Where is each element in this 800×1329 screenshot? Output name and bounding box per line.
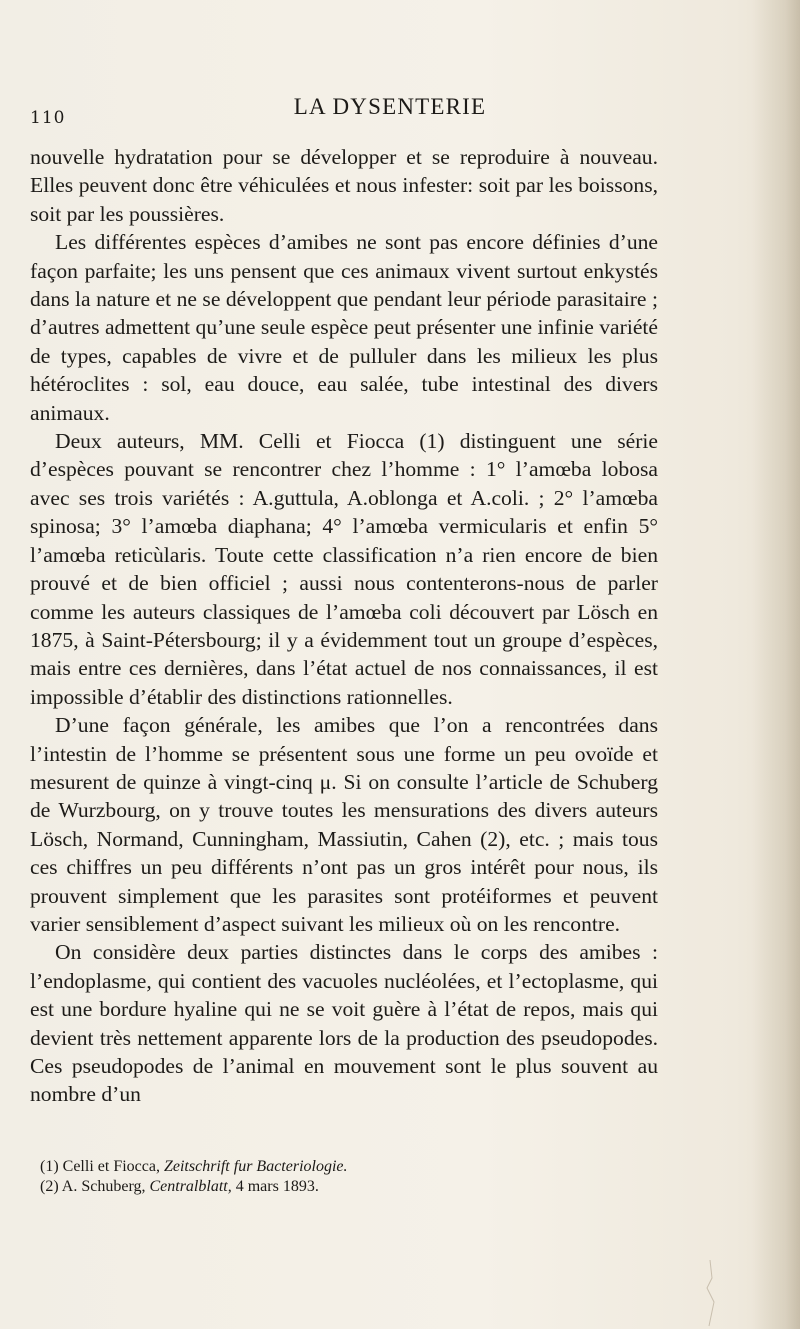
footnote	[40, 1177, 660, 1197]
footnote	[40, 1157, 660, 1177]
running-title: LA DYSENTERIE	[293, 94, 487, 119]
paragraph: On considère deux parties distinctes dans le corps des amibes : l’endoplasme, qui contient des vacuoles nucléolées, et l’ectoplasme, qui est une bordure hyaline qui ne se voit guère à l’état de repos, mais qui devient très nettement apparente lors de la production des pseudopodes. Ces pseudopodes de l’animal en mouvement sont le plus souvent au nombre d’un	[30, 940, 658, 1107]
paper-smudge-mark	[690, 1258, 730, 1328]
footnote-authors: A. Schuberg,	[61, 1178, 146, 1195]
footnote-journal: Centralblatt,	[149, 1178, 232, 1195]
footnotes	[40, 1157, 660, 1197]
paragraph: nouvelle hydratation pour se développer et se reproduire à nouveau. Elles peuvent donc être véhiculées et nous infester: soit par les boissons, soit par les poussières.	[30, 145, 658, 226]
paragraph: Deux auteurs, MM. Celli et Fiocca (1) distinguent une série d’espèces pouvant se rencontrer chez l’homme : 1° l’amœba lobosa avec ses trois variétés : A.guttula, A.oblonga et A.coli. ; 2° l’amœba spinosa; 3° l’amœba diaphana; 4° l’amœba vermicularis et enfin 5° l’amœba reticùlaris. Toute cette classification n’a rien encore de bien prouvé et de bien officiel ; aussi nous contenterons-nous de parler comme les auteurs classiques de l’amœba coli découvert par Lösch en 1875, à Saint-Pétersbourg; il y a évidemment tout un groupe d’espèces, mais entre ces dernières, dans l’état actuel de nos connaissances, il est impossible d’établir des distinctions rationnelles.	[30, 429, 658, 709]
footnote-marker: (2)	[40, 1178, 59, 1195]
footnote-details: 4 mars 1893.	[235, 1178, 319, 1195]
footnote-journal: Zeitschrift fur Bacteriologie.	[163, 1158, 348, 1175]
footnote-marker: (1)	[40, 1158, 59, 1175]
body-text	[30, 143, 658, 1109]
page-edge-shadow	[752, 0, 800, 1329]
paragraph: Les différentes espèces d’amibes ne sont pas encore définies d’une façon parfaite; les uns pensent que ces animaux vivent surtout enkystés dans la nature et ne se développent que pendant leur période parasitaire ; d’autres admettent qu’une seule espèce peut présenter une infinie variété de types, capables de vivre et de pulluler dans les milieux les plus hétéroclites : sol, eau douce, eau salée, tube intestinal des divers animaux.	[30, 230, 658, 425]
paragraph: D’une façon générale, les amibes que l’on a rencontrées dans l’intestin de l’homme se présentent sous une forme un peu ovoïde et mesurent de quinze à vingt-cinq μ. Si on consulte l’article de Schuberg de Wurzbourg, on y trouve toutes les mensurations des divers auteurs Lösch, Normand, Cunningham, Massiutin, Cahen (2), etc. ; mais tous ces chiffres un peu différents n’ont pas un gros intérêt pour nous, ils prouvent simplement que les parasites sont protéiformes et peuvent varier sensiblement d’aspect suivant les milieux où on les rencontre.	[30, 713, 658, 936]
footnote-authors: Celli et Fiocca,	[62, 1158, 160, 1175]
page-header	[30, 94, 610, 130]
page-number: 110	[30, 108, 66, 128]
